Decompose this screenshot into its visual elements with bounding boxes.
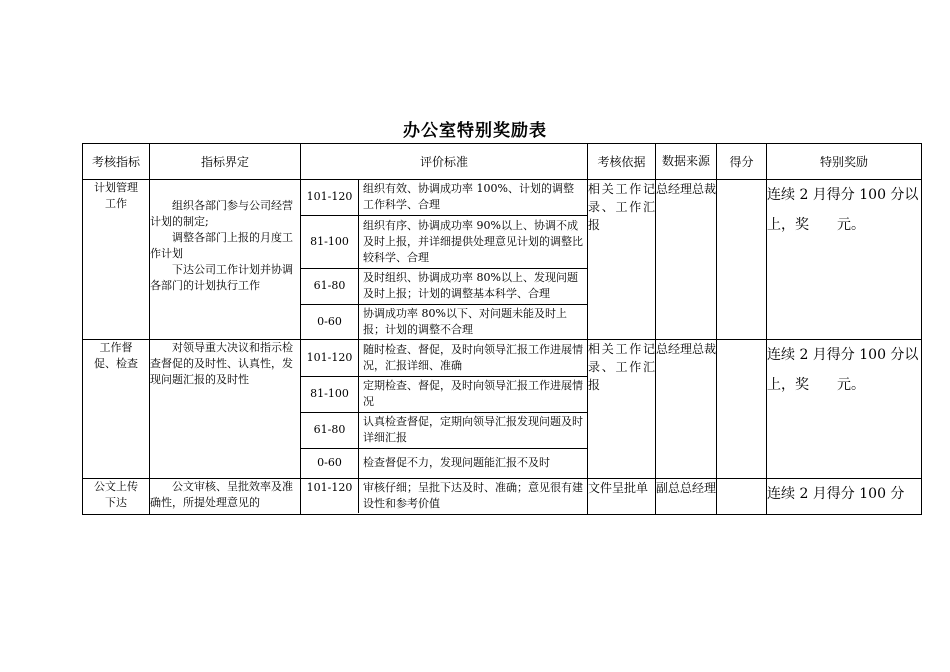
header-row [83, 144, 922, 180]
table-row [83, 479, 922, 515]
criteria-text: 及时组织、协调成功率 80%以上、发现问题及时上报；计划的调整基本科学、合理 [359, 268, 588, 304]
source-cell: 总经理总裁 [656, 340, 717, 479]
header-source: 数据来源 [656, 144, 717, 180]
definition-cell: 组织各部门参与公司经营计划的制定; 调整各部门上报的月度工作计划 下达公司工作计划并协调各部门的计划执行工作 [150, 180, 301, 340]
page-title: 办公室特别奖励表 [403, 121, 547, 141]
reward-table [82, 143, 922, 515]
source-cell: 副总总经理 [656, 479, 717, 515]
header-definition: 指标界定 [150, 144, 301, 180]
header-reward: 特别奖励 [767, 144, 922, 180]
criteria-text: 协调成功率 80%以下、对问题未能及时上报；计划的调整不合理 [363, 306, 567, 336]
criteria-text: 定期检查、督促，及时向领导汇报工作进展情况 [359, 376, 588, 412]
score-range: 61-80 [301, 268, 359, 304]
score-range: 0-60 [301, 304, 359, 339]
basis-cell: 相关工作记录、工作汇报 [588, 180, 656, 340]
score-cell [717, 180, 767, 340]
basis-cell: 相关工作记录、工作汇报 [588, 340, 656, 479]
reward-cell: 连续 2 月得分 100 分以上，奖 元。 [767, 180, 922, 340]
header-indicator: 考核指标 [83, 144, 150, 180]
header-criteria: 评价标准 [301, 144, 588, 180]
basis-cell: 文件呈批单 [588, 479, 656, 515]
criteria-text: 审核仔细；呈批下达及时、准确；意见很有建设性和参考价值 [363, 481, 583, 510]
indicator-cell: 公文上传 下达 [83, 479, 150, 515]
definition-cell: 公文审核、呈批效率及准确性，所提处理意见的 [150, 479, 301, 515]
score-range: 101-120 [301, 479, 359, 513]
score-range: 101-120 [301, 180, 359, 215]
criteria-cell [301, 479, 588, 515]
criteria-text: 组织有序、协调成功率 90%以上、协调不成及时上报，并详细提供处理意见计划的调整比较科学、合理 [359, 215, 588, 268]
definition-cell: 对领导重大决议和指示检查督促的及时性、认真性，发现问题汇报的及时性 [150, 340, 301, 479]
header-basis: 考核依据 [588, 144, 656, 180]
score-cell [717, 479, 767, 515]
table-row [83, 180, 922, 340]
score-range: 81-100 [301, 376, 359, 412]
criteria-text: 认真检查督促，定期向领导汇报发现问题及时详细汇报 [359, 412, 588, 448]
score-range: 101-120 [301, 340, 359, 376]
table-row [83, 340, 922, 479]
score-range: 61-80 [301, 412, 359, 448]
header-score: 得分 [717, 144, 767, 180]
reward-cell: 连续 2 月得分 100 分以上，奖 元。 [767, 340, 922, 479]
criteria-text: 检查督促不力，发现问题能汇报不及时 [363, 456, 550, 470]
criteria-cell [301, 340, 588, 479]
indicator-cell: 工作督 促、检查 [83, 340, 150, 479]
reward-cell: 连续 2 月得分 100 分 [767, 479, 922, 515]
source-cell: 总经理总裁 [656, 180, 717, 340]
criteria-cell [301, 180, 588, 340]
criteria-text: 随时检查、督促，及时向领导汇报工作进展情况，汇报详细、准确 [359, 340, 588, 376]
score-range: 0-60 [301, 448, 359, 478]
indicator-cell: 计划管理 工作 [83, 180, 150, 340]
score-range: 81-100 [301, 215, 359, 268]
score-cell [717, 340, 767, 479]
criteria-text: 组织有效、协调成功率 100%、计划的调整工作科学、合理 [359, 180, 588, 215]
